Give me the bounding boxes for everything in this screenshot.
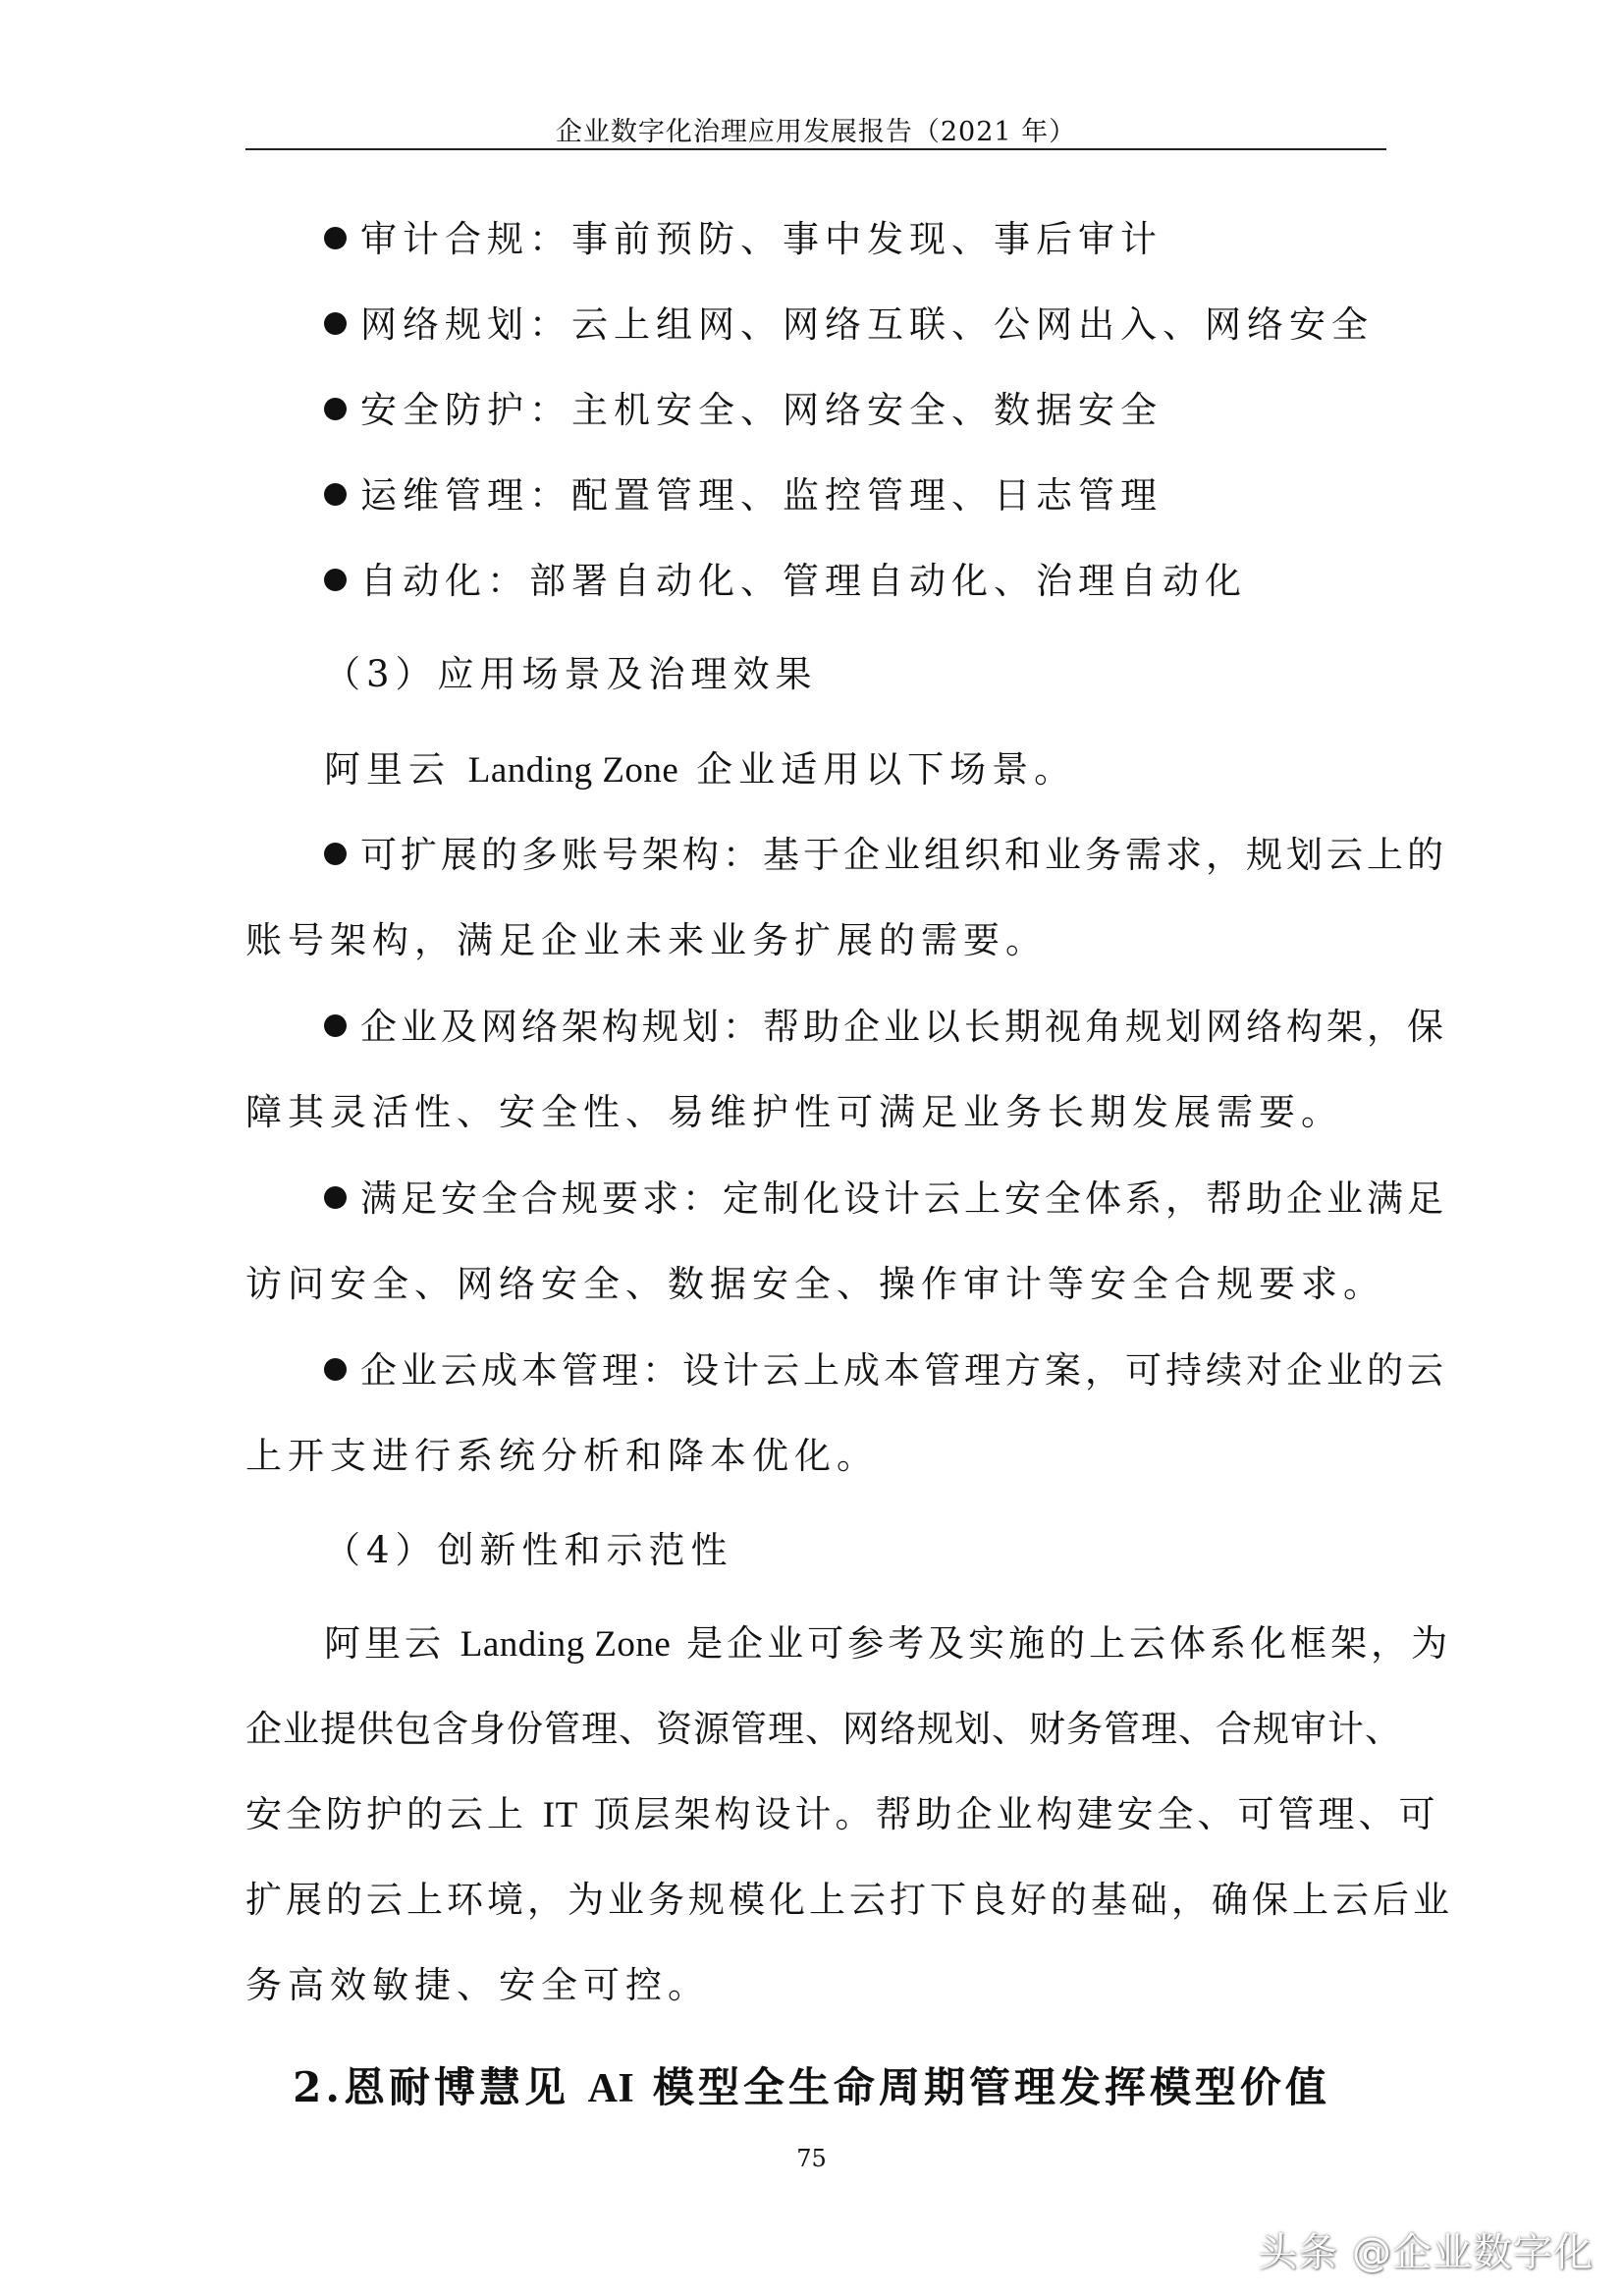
bullet-icon: [324, 1358, 347, 1381]
list-item: 自动化：部署自动化、管理自动化、治理自动化: [324, 560, 1247, 603]
bullet-icon: [324, 398, 347, 420]
section-4-title: （4）创新性和示范性: [324, 1529, 733, 1571]
header-divider: [245, 148, 1386, 150]
bullet-icon: [324, 1186, 347, 1209]
list-item: 审计合规：事前预防、事中发现、事后审计: [324, 218, 1163, 261]
bullet-icon: [324, 843, 347, 865]
bullet-icon: [324, 227, 347, 249]
list-item: 运维管理：配置管理、监控管理、日志管理: [324, 474, 1163, 518]
list-item: 安全防护：主机安全、网络安全、数据安全: [324, 389, 1163, 432]
bullet-icon: [324, 312, 347, 335]
section-3-title: （3）应用场景及治理效果: [324, 653, 818, 695]
report-title: 企业数字化治理应用发展报告（2021 年）: [555, 117, 1077, 147]
watermark: 头条 @企业数字化: [1258, 2230, 1594, 2275]
page-number: 75: [796, 2145, 827, 2172]
list-item: 网络规划：云上组网、网络互联、公网出入、网络安全: [324, 303, 1374, 347]
section-3-intro: 阿里云 Landing Zone 企业适用以下场景。: [324, 748, 1077, 791]
section-heading: 2.恩耐博慧见 AI 模型全生命周期管理发挥模型价值: [293, 2063, 1330, 2111]
bullet-icon: [324, 569, 347, 591]
bullet-icon: [324, 483, 347, 506]
bullet-icon: [324, 1014, 347, 1037]
